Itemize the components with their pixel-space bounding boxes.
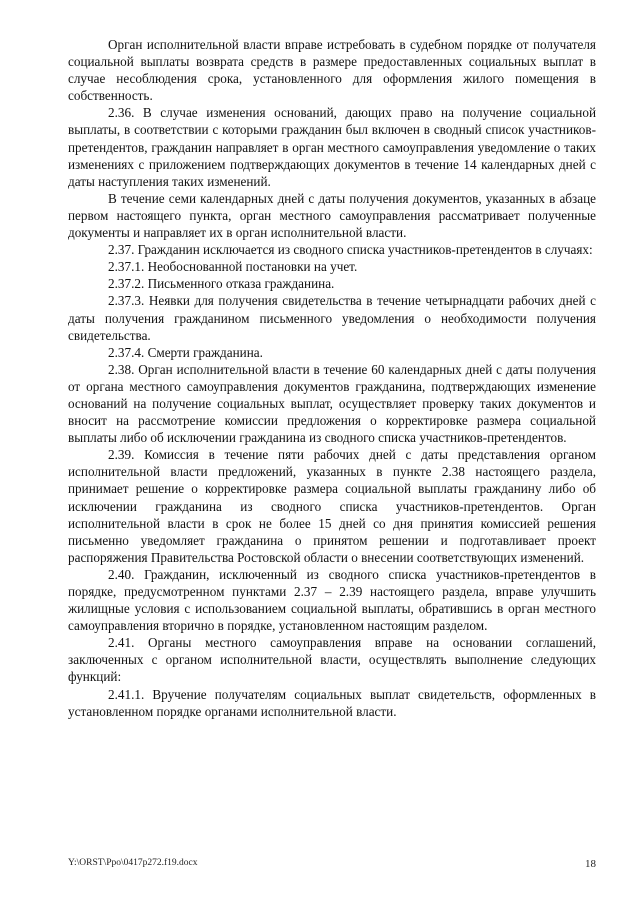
- paragraph: 2.37.1. Необоснованной постановки на учет.: [108, 259, 358, 275]
- paragraph: 2.36. В случае изменения оснований, дающих право на получение социальной выплаты, в соответствии с которыми гражданин был включен в сводный список участников-претендентов, гражданин направляет в орган местного самоуправления уведомление о таких изменениях с приложением подтверждающих документов в течение 14 календарных дней с даты наступления таких изменений.: [68, 105, 596, 189]
- paragraph: 2.41.1. Вручение получателям социальных выплат свидетельств, оформленных в установленном порядке органами исполнительной власти.: [68, 686, 596, 719]
- paragraph: 2.38. Орган исполнительной власти в течение 60 календарных дней с даты получения от органа местного самоуправления документов гражданина, подтверждающих изменение оснований на получение социальных выплат, осуществляет проверку таких документов и вносит на рассмотрение комиссии предложения о корректировке размера социальной выплаты либо об исключении гражданина из сводного списка участников-претендентов.: [68, 361, 596, 446]
- document-body: [68, 36, 596, 720]
- paragraph: 2.37.4. Смерти гражданина.: [108, 344, 263, 360]
- paragraph: 2.40. Гражданин, исключенный из сводного списка участников-претендентов в порядке, предусмотренном пунктами 2.37 – 2.39 настоящего раздела, вправе улучшить жилищные условия с использованием социальной выплаты, обратившись в орган местного самоуправления вторично в порядке, установленном настоящим разделом.: [68, 566, 596, 634]
- page-number: 18: [585, 858, 596, 870]
- paragraph: В течение семи календарных дней с даты получения документов, указанных в абзаце первом настоящего пункта, орган местного самоуправления рассматривает полученные документы и направляет их в орган исполнительной власти.: [68, 190, 596, 241]
- file-path: Y:\ORST\Ppo\0417p272.f19.docx: [68, 858, 198, 868]
- paragraph: 2.37.2. Письменного отказа гражданина.: [108, 276, 335, 292]
- paragraph: Орган исполнительной власти вправе истребовать в судебном порядке от получателя социальной выплаты возврата средств в размере предоставленных социальных выплат в случае несоблюдения срока, установленного для оформления жилого помещения в собственность.: [68, 37, 596, 104]
- paragraph: 2.37.3. Неявки для получения свидетельства в течение четырнадцати рабочих дней с даты получения гражданином письменного уведомления о необходимости получения свидетельства.: [68, 293, 596, 343]
- paragraph: 2.39. Комиссия в течение пяти рабочих дней с даты представления органом исполнительной власти предложений, указанных в пункте 2.38 настоящего раздела, принимает решение о корректировке размера социальной выплаты гражданину либо об исключении гражданина из сводного списка участников-претендентов. Орган исполнительной власти в срок не более 15 дней со дня принятия комиссией решения письменно уведомляет гражданина о принятом решении и подготавливает проект распоряжения Правительства Ростовской области о внесении соответствующих изменений.: [68, 447, 596, 565]
- paragraph: 2.37. Гражданин исключается из сводного списка участников-претендентов в случаях:: [108, 242, 593, 258]
- paragraph: 2.41. Органы местного самоуправления вправе на основании соглашений, заключенных с органом исполнительной власти, осуществлять выполнение следующих функций:: [68, 635, 596, 685]
